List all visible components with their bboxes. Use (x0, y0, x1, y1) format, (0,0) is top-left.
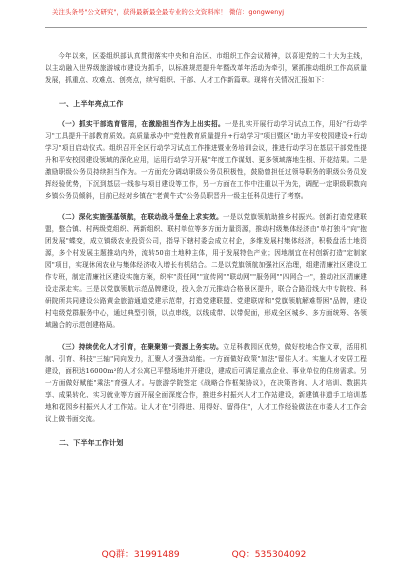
subsection-2 (45, 212, 367, 332)
subsection-1 (45, 119, 367, 203)
subsection-3-body: 立足科教园区优势，做好校地合作文章，活用机制、引育、科技"三轴"同向发力，汇聚人才强劲动能。一方面做好政策"加法"留住人才。实施人才安居工程建设，面积达16000m²的人才公寓已平整场地并开建设，建成后可满足重点企业、事业单位的住房需求。另一方面做好赋能"乘法"育强人才。与旅游学院签定《战略合作框架协议》，在决策咨询、人才培训、数据共享、成果转化、实习就业等方面开展全面深度合作，推进乡村振兴人才工作站建设，新建镇非遗手工培训基地和花园乡村振兴人才工作站。让人才在"引得进、用得好、留得住"，人才工作经验做法在市委人才工作会议上做书面交流。 (45, 343, 367, 423)
header-banner: 关注头条号"公文研究"，获得最新最全最专业的公文资料库！ 微信：gongwenyj (52, 8, 285, 16)
subsection-1-body: 一是扎实开展行动学习试点工作，用好"行动学习"工具提升干部教育质效。高质量承办中"党性教育质量提升+行动学习"项目暨区"助力平安校园建设+行动学习"项目启动仪式。组织召开全区行动学习试点工作推进暨业务培训会议，推进行动学习在基层干部党性提升和平安校园建设领域的深化应用，运用行动学习开展"年度工作谋划、更多领域落地生根、开花结果。二是激励职级公务员持续担当作为。一方面充分调动职级公务员积极性，鼓励曾担任过领导职务的职级公务员发挥经验优势，下沉到基层一线参与项目建设等工作，另一方面在工作中注重以干为先，调配一定职级职数向乡镇公务员倾斜，目前已经对乡镇在"老黄牛式"公务员职晋升一级主任科员进行了考察。 (45, 119, 367, 200)
subsection-2-body: 一是以党旗领航助推乡村振兴。创新打造党建联盟，整合镇、村两级党组织、两新组织、联村单位等多方面力量资源，推动村级集体经济由"单打独斗"向"抱团发展"蝶变，成立镇级农业投资公司，指导下辖村委会成立村企，多维发展村集体经济，积极盘活土地资源，多个村发展主题推动内外，流转50亩土地种主体，用于发展特色产业；因地制宜在村创新打造"定制家园"项目，实现休闲农业与集体经济收入增长有机结合。二是以党旗领航加强社区治理，组建清廉社区建设工作专班，制定清廉社区建设实施方案，织牢"责任网""宣传网""联动网""服务网""四网合一"，推动社区清廉建设走深走实。三是以党旗领航示范品牌建设，投入余万元推动合格景区提升，联合合路沿线大中专院校、科研院所共同建设公路黄金旅游通道党建示范带，打造党建联盟、党建联席和"党旗领航解难帮困"品牌，建设村屯级党群服务中心，通过典型引领，以点串线，以线成带、以带促面，形成全区城乡、多方面统筹、各领域融合的示范创建格局。 (45, 213, 367, 330)
subsection-3 (45, 342, 367, 426)
subsection-3-title: （三）持续优化人才引育，在聚聚第一资源上务实功。 (58, 343, 223, 352)
footer-qq: QQ：535304092 (231, 550, 307, 560)
subsection-2-title: （二）深化实施强基领航，在联动战斗堡垒上求实效。 (58, 213, 223, 222)
section-heading-2: 二、下半年工作计划 (59, 437, 124, 447)
intro-paragraph: 今年以来，区委组织部认真贯彻落实中央和自治区、市组织工作会议精神，以喜迎党的二十大为主线，以主动融入世界级旅游城市建设为抓手，以标准规范提升年暨改革年活动为牵引，紧抓推动组织工作高质量发展，抓重点、攻难点、创亮点，续写组织、干部、人才工作新篇章。现将有关情况汇报如下： (45, 52, 367, 84)
footer-qq-group: QQ群：31991489 (101, 550, 180, 560)
page-footer (0, 547, 408, 560)
subsection-1-title: （一）抓实干部选育管用，在激励担当作为上出实招。 (58, 119, 225, 128)
document-body (45, 51, 367, 458)
header-divider (45, 27, 367, 28)
section-heading-1: 一、上半年亮点工作 (59, 98, 124, 108)
